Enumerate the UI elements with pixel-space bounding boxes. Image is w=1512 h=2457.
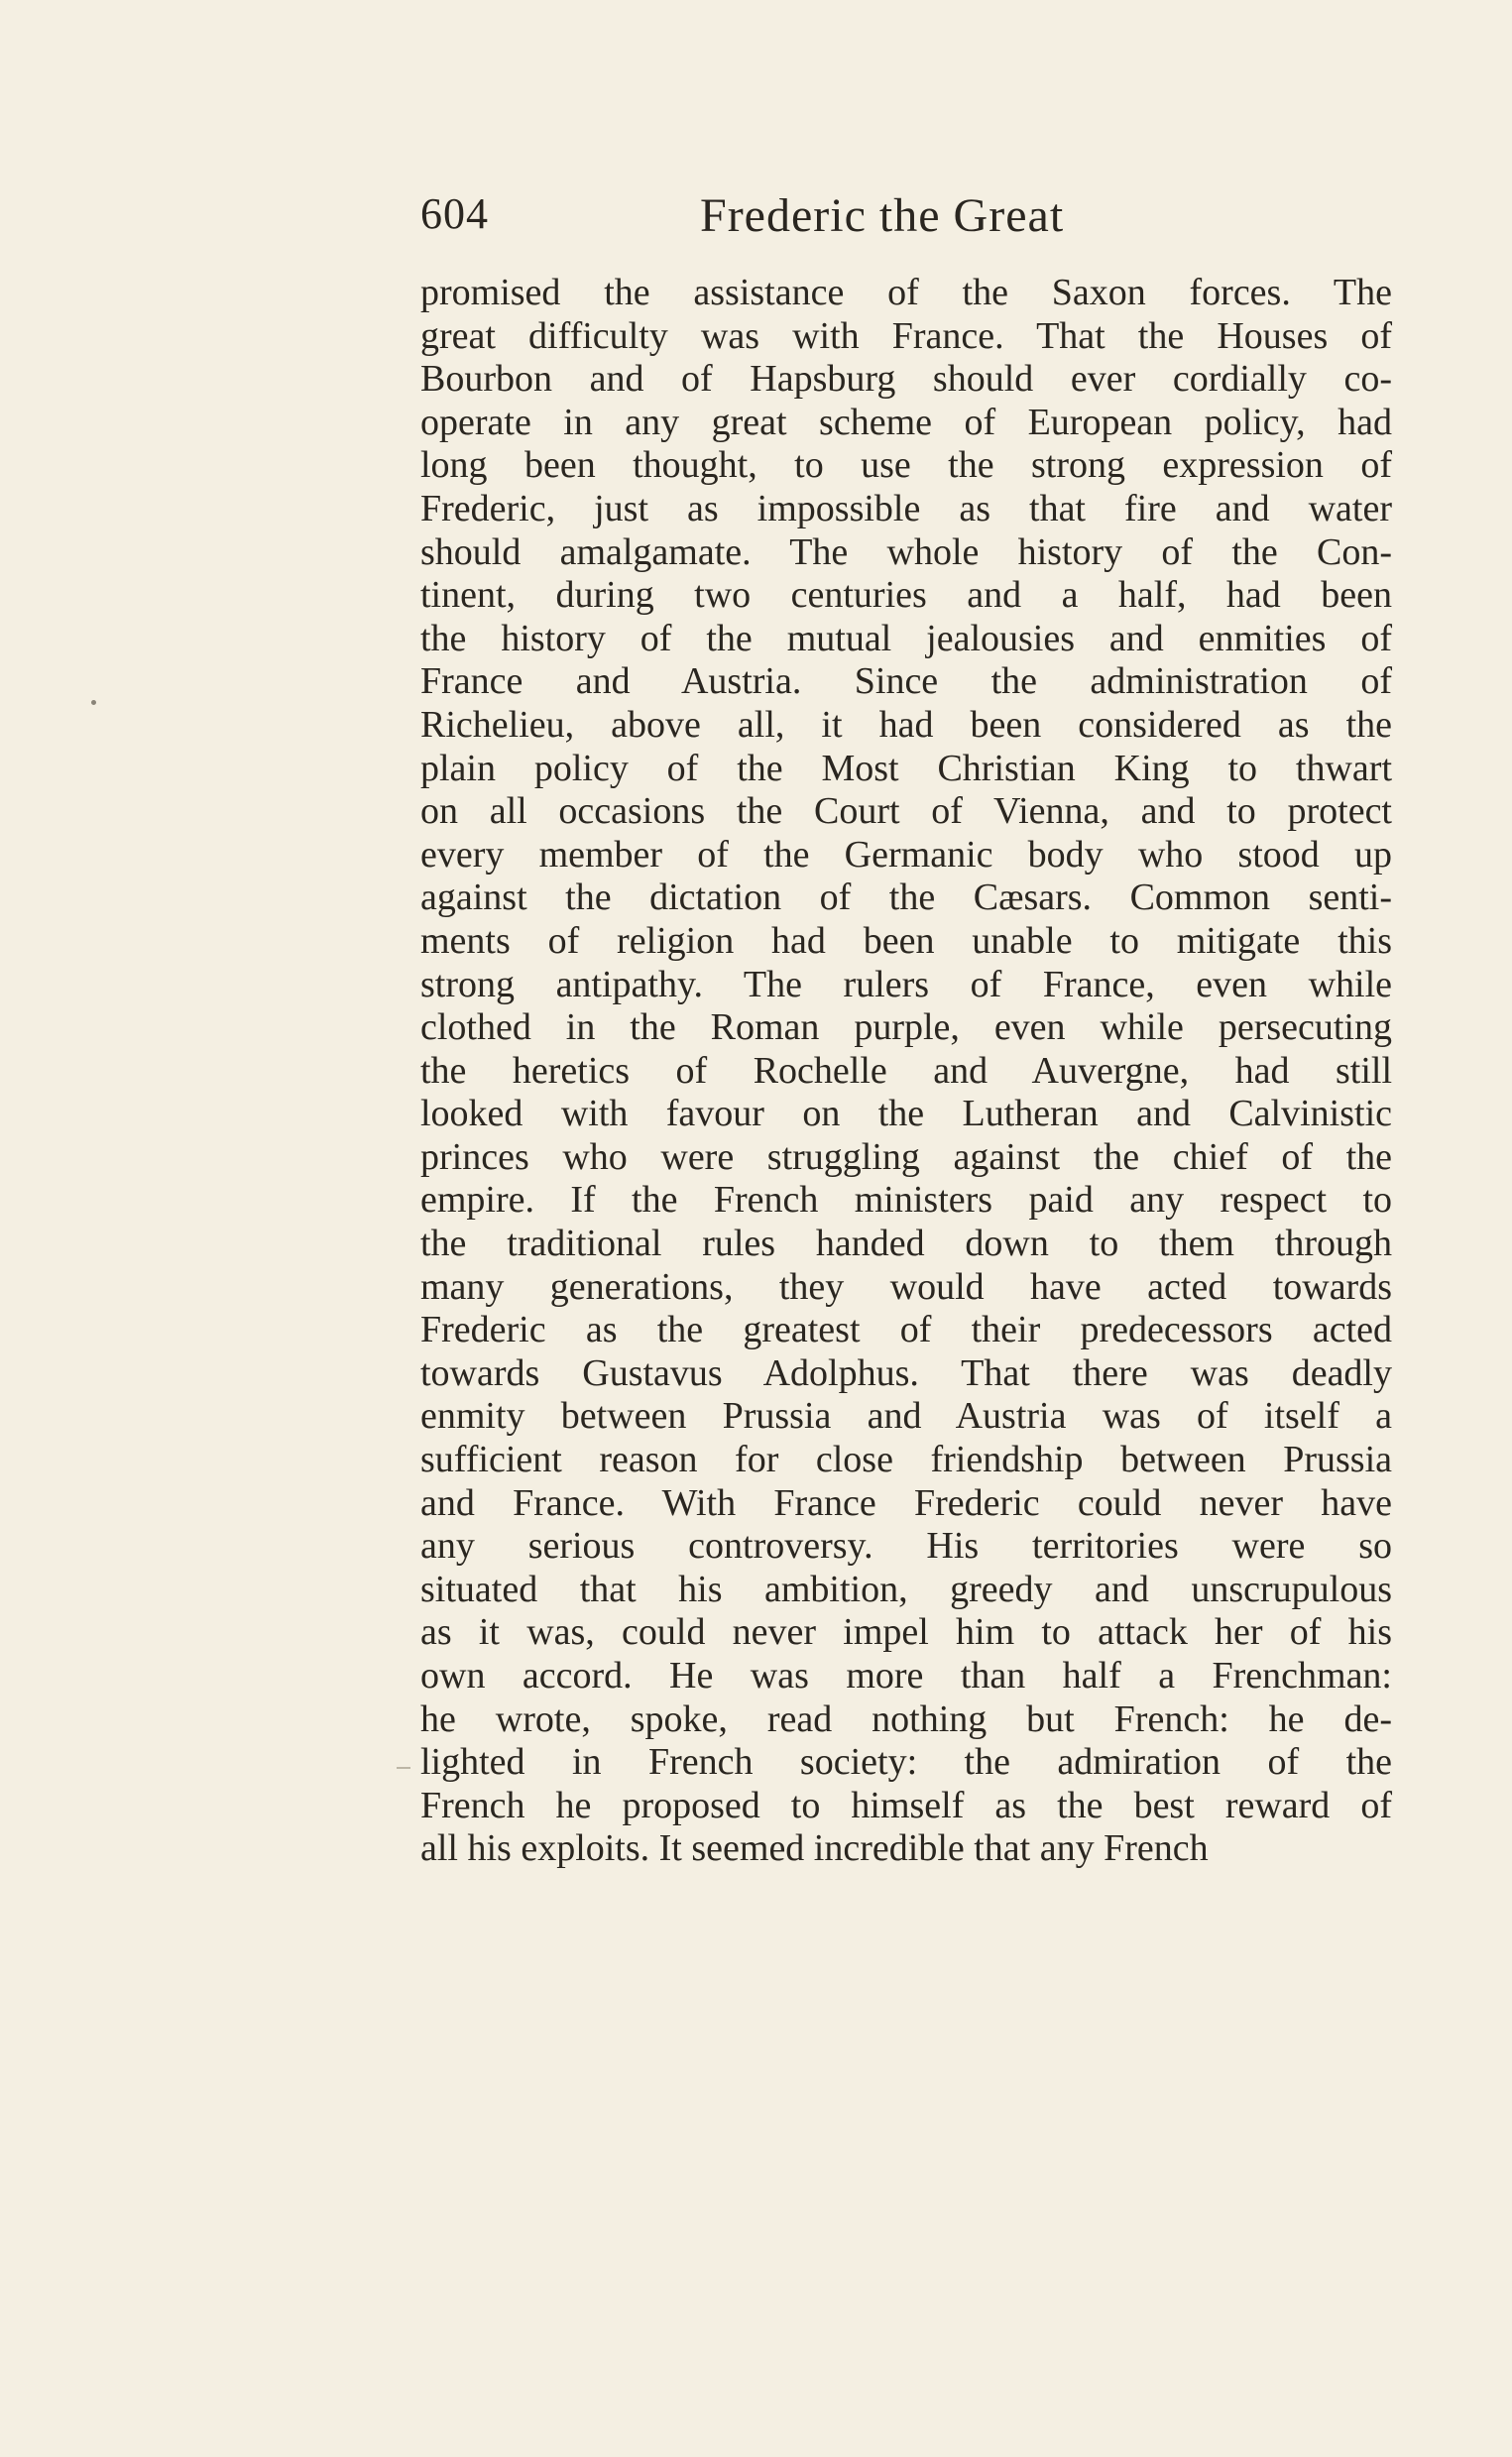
text-line: strong antipathy. The rulers of France, even while [420, 963, 1392, 1005]
text-line: lighted in French society: the admiration of the [420, 1741, 1392, 1784]
text-line: operate in any great scheme of European policy, had [420, 401, 1392, 443]
text-line: French he proposed to himself as the best reward of [420, 1784, 1392, 1826]
text-line: looked with favour on the Lutheran and Calvinistic [420, 1093, 1392, 1135]
text-line: should amalgamate. The whole history of the Con- [420, 530, 1392, 573]
text-line: promised the assistance of the Saxon forces. The [420, 272, 1392, 313]
text-line: Frederic, just as impossible as that fire and water [420, 487, 1392, 529]
text-line: any serious controversy. His territories were so [420, 1525, 1392, 1568]
text-line: France and Austria. Since the administration of [420, 660, 1392, 703]
text-line: as it was, could never impel him to attack her of his [420, 1611, 1392, 1654]
text-line: the heretics of Rochelle and Auvergne, had still [420, 1049, 1392, 1092]
page-number: 604 [420, 189, 489, 238]
text-line: princes who were struggling against the chief of the [420, 1135, 1392, 1178]
text-line: towards Gustavus Adolphus. That there was deadly [420, 1351, 1392, 1394]
text-line: situated that his ambition, greedy and unscrupulous [420, 1568, 1392, 1610]
text-line: empire. If the French ministers paid any respect to [420, 1179, 1392, 1222]
text-line: the traditional rules handed down to them through [420, 1223, 1392, 1265]
text-line: Frederic as the greatest of their predecessors acted [420, 1309, 1392, 1351]
text-line: long been thought, to use the strong expression of [420, 444, 1392, 487]
text-line: clothed in the Roman purple, even while persecuting [420, 1006, 1392, 1049]
text-line: all his exploits. It seemed incredible that any French [420, 1827, 1209, 1870]
text-line: Bourbon and of Hapsburg should ever cordially co- [420, 358, 1392, 401]
text-line: many generations, they would have acted towards [420, 1265, 1392, 1308]
body-text [420, 272, 1392, 1871]
text-line: great difficulty was with France. That the Houses of [420, 314, 1392, 357]
running-title: Frederic the Great [700, 189, 1065, 242]
text-line: against the dictation of the Cæsars. Common senti- [420, 877, 1392, 919]
text-line: the history of the mutual jealousies and enmities of [420, 617, 1392, 659]
text-line: sufficient reason for close friendship between Prussia [420, 1439, 1392, 1481]
margin-mark [397, 1767, 410, 1769]
text-line: plain policy of the Most Christian King to thwart [420, 747, 1392, 789]
text-line: own accord. He was more than half a Frenchman: [420, 1655, 1392, 1696]
text-line: Richelieu, above all, it had been considered as the [420, 703, 1392, 746]
text-line: enmity between Prussia and Austria was of itself a [420, 1395, 1392, 1438]
text-line: every member of the Germanic body who stood up [420, 833, 1392, 876]
text-line: and France. With France Frederic could never have [420, 1481, 1392, 1524]
text-line: on all occasions the Court of Vienna, and to protect [420, 790, 1392, 833]
page-header [420, 188, 1412, 258]
text-line: he wrote, spoke, read nothing but French: he de- [420, 1697, 1392, 1740]
text-line: tinent, during two centuries and a half, had been [420, 574, 1392, 617]
paper-speck [91, 700, 96, 705]
text-line: ments of religion had been unable to mitigate this [420, 919, 1392, 962]
